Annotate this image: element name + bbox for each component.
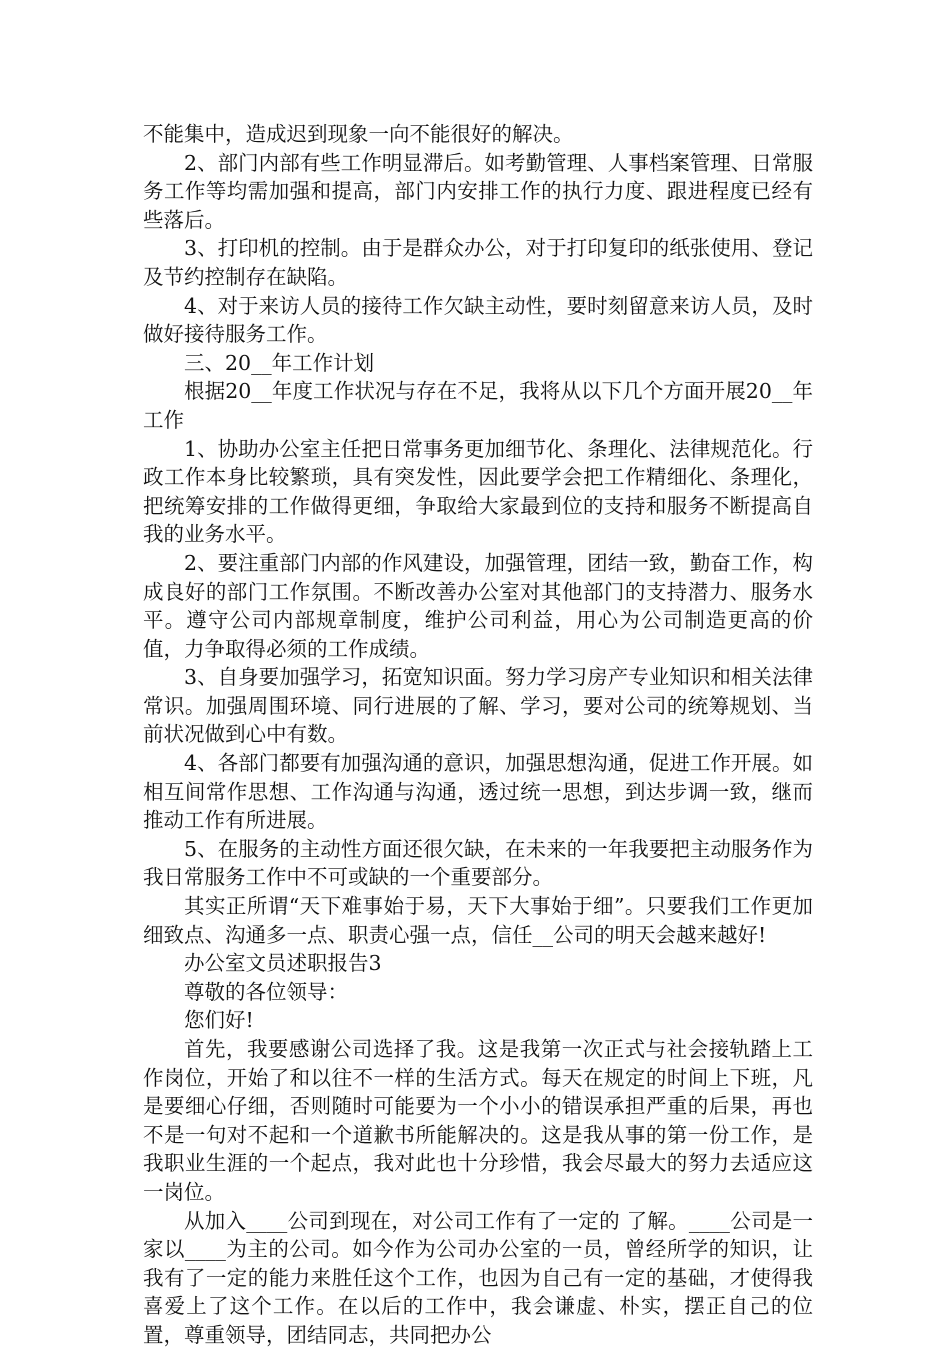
paragraph-issue-2: 2、部门内部有些工作明显滞后。如考勤管理、人事档案管理、日常服务工作等均需加强和提高，部门内安排工作的执行力度、跟进程度已经有些落后。 [143, 150, 813, 232]
paragraph-company: 从加入____公司到现在，对公司工作有了一定的 了解。____公司是一家以____为主的公司。如今作为公司办公室的一员，曾经所学的知识，让我有了一定的能力来胜任这个工作，也因为自己有一定的基础，才使得我喜爱上了这个工作。在以后的工作中，我会谦虚、朴实，摆正自己的位置，尊重领导，团结同志，共同把办公 [143, 1208, 813, 1347]
paragraph-plan-5: 5、在服务的主动性方面还很欠缺，在未来的一年我要把主动服务作为我日常服务工作中不可或缺的一个重要部分。 [143, 836, 813, 890]
paragraph-plan-3: 3、自身要加强学习，拓宽知识面。努力学习房产专业知识和相关法律常识。加强周围环境、同行进展的了解、学习，要对公司的统筹规划、当前状况做到心中有数。 [143, 665, 813, 747]
paragraph-continuation: 不能集中，造成迟到现象一向不能很好的解决。 [143, 122, 574, 146]
report-title: 办公室文员述职报告3 [184, 951, 382, 976]
paragraph-plan-4: 4、各部门都要有加强沟通的意识，加强思想沟通，促进工作开展。如相互间常作思想、工作沟通与沟通，透过统一思想，到达步调一致，继而推动工作有所进展。 [143, 751, 813, 833]
greeting: 您们好! [184, 1008, 254, 1033]
paragraph-plan-intro: 根据20__年度工作状况与存在不足，我将从以下几个方面开展20__年工作 [143, 379, 813, 432]
paragraph-plan-1: 1、协助办公室主任把日常事务更加细节化、条理化、法律规范化。行政工作本身比较繁琐，具有突发性，因此要学会把工作精细化、条理化，把统筹安排的工作做得更细，争取给大家最到位的支持和服务不断提高自我的业务水平。 [143, 436, 813, 547]
paragraph-issue-4: 4、对于来访人员的接待工作欠缺主动性，要时刻留意来访人员，及时做好接待服务工作。 [143, 293, 813, 347]
section-heading-plan: 三、20__年工作计划 [184, 350, 375, 375]
document-body [143, 120, 813, 1350]
paragraph-intro: 首先，我要感谢公司选择了我。这是我第一次正式与社会接轨踏上工作岗位，开始了和以往不一样的生活方式。每天在规定的时间上下班，凡是要细心仔细，否则随时可能要为一个小小的错误承担严重的后果，再也不是一句对不起和一个道歉书所能解决的。这是我从事的第一份工作，是我职业生涯的一个起点，我对此也十分珍惜，我会尽最大的努力去适应这一岗位。 [143, 1037, 813, 1204]
paragraph-closing: 其实正所谓“天下难事始于易，天下大事始于细”。只要我们工作更加细致点、沟通多一点、职责心强一点，信任__公司的明天会越来越好! [143, 894, 813, 947]
paragraph-plan-2: 2、要注重部门内部的作风建设，加强管理，团结一致，勤奋工作，构成良好的部门工作氛围。不断改善办公室对其他部门的支持潜力、服务水平。遵守公司内部规章制度，维护公司利益，用心为公司制造更高的价值，力争取得必须的工作成绩。 [143, 550, 813, 661]
paragraph-issue-3: 3、打印机的控制。由于是群众办公，对于打印复印的纸张使用、登记及节约控制存在缺陷。 [143, 236, 813, 289]
salutation: 尊敬的各位领导： [184, 979, 348, 1004]
